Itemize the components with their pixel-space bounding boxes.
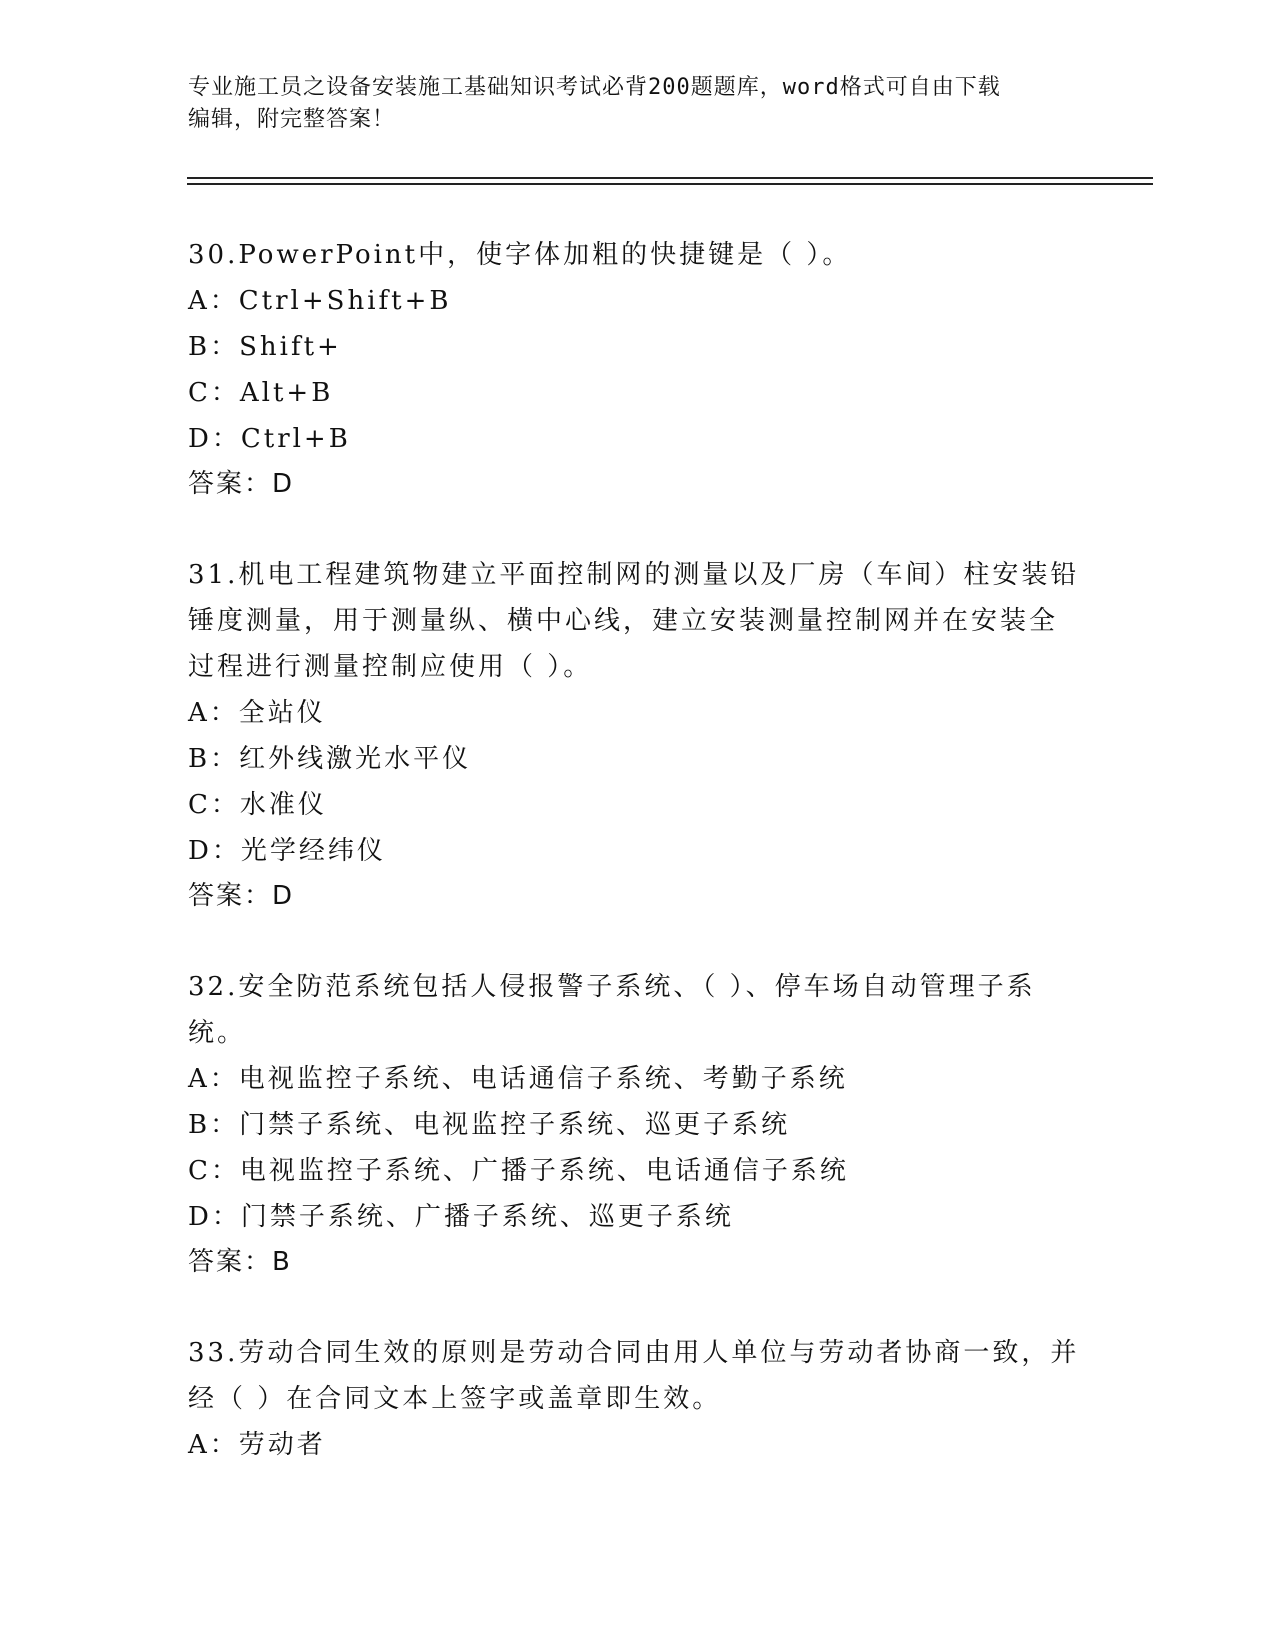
question-list	[188, 232, 1088, 1468]
question-stem-continued: 过程进行测量控制应使用（ ）。	[188, 652, 593, 682]
option-a: A：劳动者	[188, 1430, 326, 1460]
question-stem: 32.安全防范系统包括人侵报警子系统、（ ）、停车场自动管理子系	[188, 972, 1036, 1002]
question-stem-continued: 统。	[188, 1018, 247, 1048]
option-b: B：Shift+	[188, 332, 342, 362]
header-title-line-1: 专业施工员之设备安装施工基础知识考试必背200题题库，word格式可自由下载	[188, 75, 1001, 100]
option-d: D：光学经纬仪	[188, 836, 386, 866]
question-32	[188, 964, 1088, 1284]
question-stem: 33.劳动合同生效的原则是劳动合同由用人单位与劳动者协商一致，并	[188, 1338, 1080, 1368]
question-spacer	[188, 1284, 1088, 1330]
option-a: A：Ctrl+Shift+B	[188, 286, 452, 316]
document-header	[188, 72, 1088, 136]
question-30	[188, 232, 1088, 506]
answer-line: 答案：D	[188, 881, 295, 911]
question-31	[188, 552, 1088, 918]
header-divider-top	[187, 177, 1153, 179]
question-stem: 30.PowerPoint中，使字体加粗的快捷键是（ ）。	[188, 240, 852, 270]
option-b: B：门禁子系统、电视监控子系统、巡更子系统	[188, 1110, 791, 1140]
option-a: A：电视监控子系统、电话通信子系统、考勤子系统	[188, 1064, 848, 1094]
option-c: C：Alt+B	[188, 378, 334, 408]
option-c: C：电视监控子系统、广播子系统、电话通信子系统	[188, 1156, 849, 1186]
question-spacer	[188, 506, 1088, 552]
question-33	[188, 1330, 1088, 1468]
header-divider-bottom	[187, 183, 1153, 185]
question-spacer	[188, 918, 1088, 964]
option-c: C：水准仪	[188, 790, 327, 820]
question-stem-continued: 锤度测量，用于测量纵、横中心线，建立安装测量控制网并在安装全	[188, 606, 1059, 636]
option-d: D：门禁子系统、广播子系统、巡更子系统	[188, 1202, 734, 1232]
answer-line: 答案：B	[188, 1247, 292, 1277]
header-title-line-2: 编辑，附完整答案！	[188, 107, 396, 132]
answer-line: 答案：D	[188, 469, 295, 499]
option-a: A：全站仪	[188, 698, 326, 728]
option-d: D：Ctrl+B	[188, 424, 351, 454]
option-b: B：红外线激光水平仪	[188, 744, 472, 774]
question-stem: 31.机电工程建筑物建立平面控制网的测量以及厂房（车间）柱安装铅	[188, 560, 1080, 590]
question-stem-continued: 经（ ）在合同文本上签字或盖章即生效。	[188, 1384, 722, 1414]
